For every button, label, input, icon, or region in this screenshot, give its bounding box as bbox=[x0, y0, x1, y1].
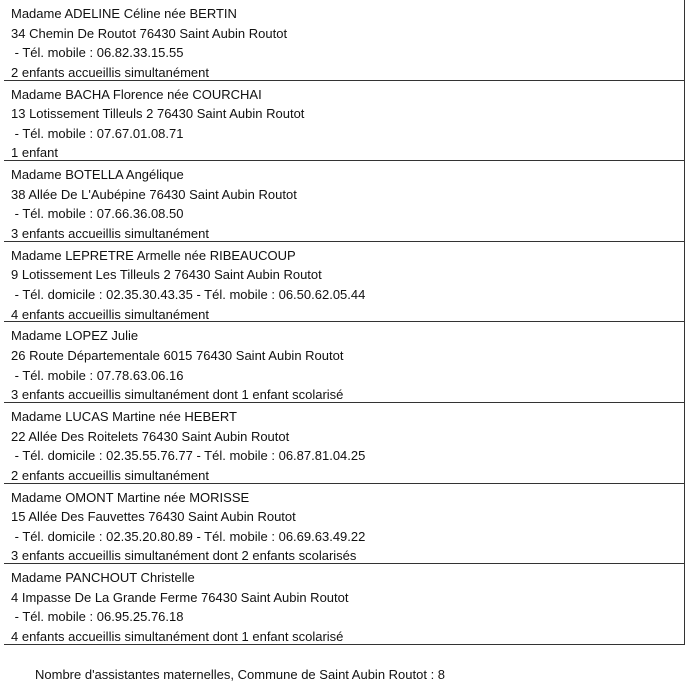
assistant-capacity: 4 enfants accueillis simultanément bbox=[11, 306, 209, 322]
assistant-name: Madame LEPRETRE Armelle née RIBEAUCOUP bbox=[11, 247, 296, 263]
assistant-capacity: 2 enfants accueillis simultanément bbox=[11, 467, 209, 483]
assistant-name: Madame ADELINE Céline née BERTIN bbox=[11, 6, 237, 21]
assistant-name: Madame BACHA Florence née COURCHAI bbox=[11, 86, 262, 102]
assistant-address: 38 Allée De L'Aubépine 76430 Saint Aubin Routot bbox=[11, 186, 297, 202]
assistant-phones: - Tél. mobile : 07.78.63.06.16 bbox=[11, 367, 184, 383]
assistant-entry bbox=[4, 564, 684, 645]
assistant-capacity: 3 enfants accueillis simultanément dont 2 enfants scolarisés bbox=[11, 548, 357, 564]
assistant-phones: - Tél. domicile : 02.35.20.80.89 - Tél. mobile : 06.69.63.49.22 bbox=[11, 528, 366, 544]
assistant-capacity: 3 enfants accueillis simultanément dont 1 enfant scolarisé bbox=[11, 387, 344, 403]
assistant-phones: - Tél. mobile : 06.95.25.76.18 bbox=[11, 609, 184, 625]
assistant-entry bbox=[4, 322, 684, 403]
assistant-address: 22 Allée Des Roitelets 76430 Saint Aubin Routot bbox=[11, 428, 290, 444]
assistant-phones: - Tél. mobile : 07.67.01.08.71 bbox=[11, 125, 184, 141]
assistant-phones: - Tél. mobile : 06.82.33.15.55 bbox=[11, 45, 184, 61]
assistant-entry bbox=[4, 403, 684, 484]
assistant-phones: - Tél. domicile : 02.35.30.43.35 - Tél. mobile : 06.50.62.05.44 bbox=[11, 286, 366, 302]
assistant-name: Madame LUCAS Martine née HEBERT bbox=[11, 408, 237, 424]
assistant-entry bbox=[4, 484, 684, 565]
assistant-phones: - Tél. mobile : 07.66.36.08.50 bbox=[11, 206, 184, 222]
assistant-entry bbox=[4, 81, 684, 162]
assistant-entry bbox=[4, 242, 684, 323]
assistant-address: 34 Chemin De Routot 76430 Saint Aubin Routot bbox=[11, 25, 288, 41]
assistant-address: 15 Allée Des Fauvettes 76430 Saint Aubin Routot bbox=[11, 509, 296, 525]
assistant-address: 26 Route Départementale 6015 76430 Saint Aubin Routot bbox=[11, 347, 344, 363]
assistant-capacity: 2 enfants accueillis simultanément bbox=[11, 64, 209, 80]
assistant-count-summary: Nombre d'assistantes maternelles, Commune de Saint Aubin Routot : 8 bbox=[35, 667, 446, 682]
assistant-address: 4 Impasse De La Grande Ferme 76430 Saint Aubin Routot bbox=[11, 589, 349, 605]
assistant-name: Madame OMONT Martine née MORISSE bbox=[11, 489, 250, 505]
assistant-list bbox=[4, 0, 685, 645]
assistant-phones: - Tél. domicile : 02.35.55.76.77 - Tél. mobile : 06.87.81.04.25 bbox=[11, 448, 366, 464]
assistant-entry bbox=[4, 0, 684, 81]
assistant-capacity: 3 enfants accueillis simultanément bbox=[11, 225, 209, 241]
assistant-address: 13 Lotissement Tilleuls 2 76430 Saint Aubin Routot bbox=[11, 106, 305, 122]
assistant-capacity: 1 enfant bbox=[11, 145, 58, 161]
assistant-address: 9 Lotissement Les Tilleuls 2 76430 Saint Aubin Routot bbox=[11, 267, 322, 283]
assistant-name: Madame BOTELLA Angélique bbox=[11, 167, 184, 183]
assistant-entry bbox=[4, 161, 684, 242]
assistant-name: Madame PANCHOUT Christelle bbox=[11, 570, 195, 586]
assistant-name: Madame LOPEZ Julie bbox=[11, 328, 139, 344]
assistant-capacity: 4 enfants accueillis simultanément dont 1 enfant scolarisé bbox=[11, 628, 344, 644]
